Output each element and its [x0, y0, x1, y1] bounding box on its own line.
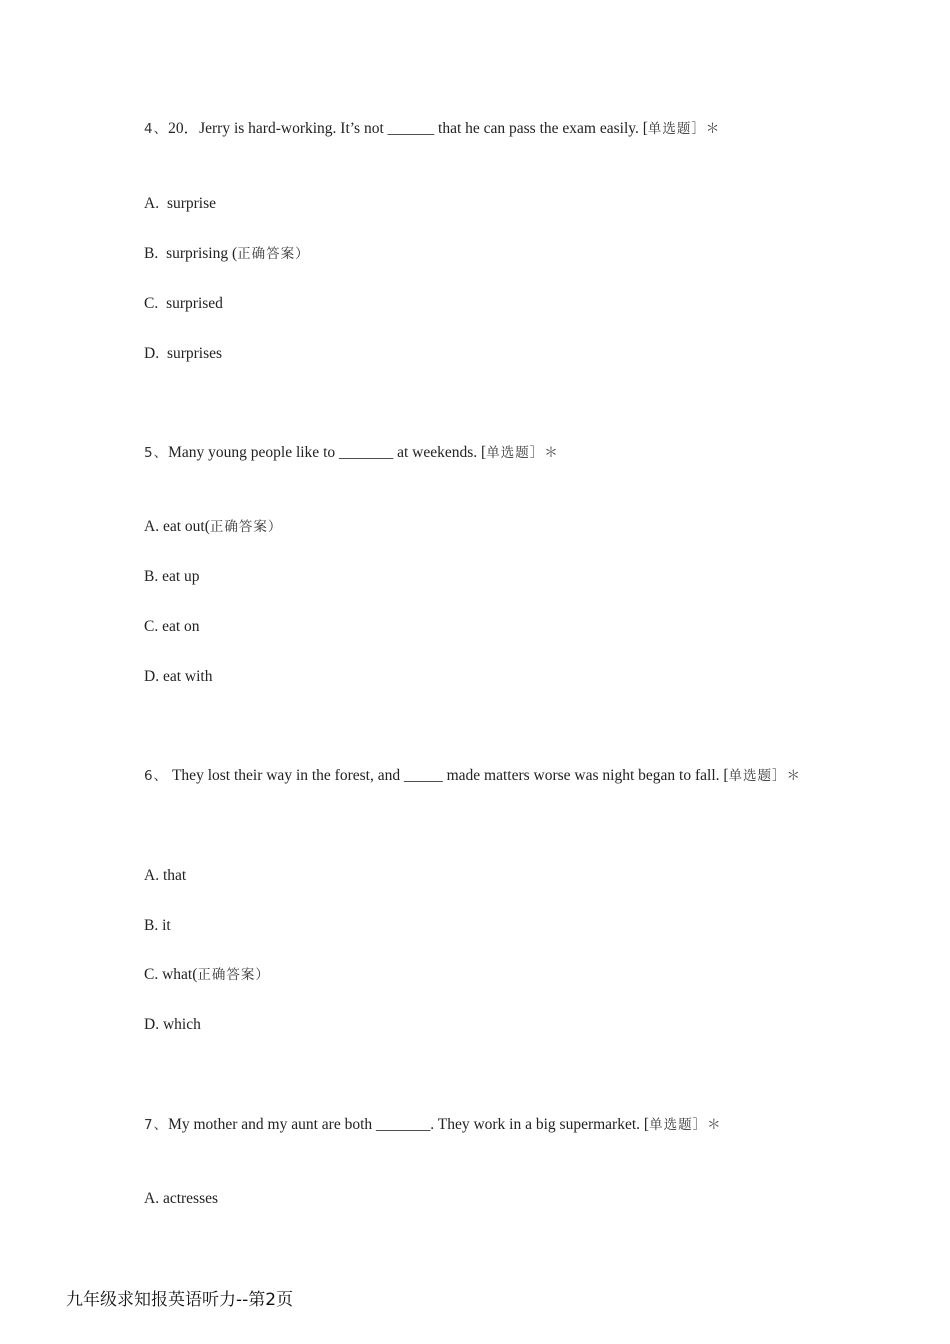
option-b[interactable]: [144, 914, 171, 938]
option-text: eat out(: [162, 518, 210, 535]
option-d[interactable]: [144, 665, 212, 689]
option-c[interactable]: [144, 292, 223, 316]
question-4: [144, 117, 814, 141]
question-text: 20．Jerry is hard-working. It’s not ______ that he can pass the exam easily. [: [168, 120, 648, 137]
option-text: surprise: [166, 195, 217, 212]
correct-answer-tag: 正确答案）: [237, 246, 310, 262]
option-letter: B.: [144, 917, 159, 934]
option-letter: B.: [144, 245, 159, 262]
option-text: which: [162, 1016, 201, 1033]
option-c[interactable]: [144, 963, 270, 987]
option-text: eat with: [162, 668, 213, 685]
question-type-tag: 单选题］＊: [728, 768, 802, 784]
option-b[interactable]: [144, 242, 310, 266]
option-letter: A.: [144, 1190, 160, 1207]
question-number: 4、: [144, 121, 169, 137]
option-a[interactable]: [144, 1187, 218, 1211]
question-type-tag: 单选题］＊: [486, 445, 559, 461]
option-a[interactable]: [144, 864, 186, 888]
option-text: surprising (: [166, 245, 238, 262]
option-letter: B.: [144, 568, 159, 585]
option-letter: A.: [144, 867, 160, 884]
question-number: 5、: [144, 445, 169, 461]
page-footer: 九年级求知报英语听力--第2页: [66, 1290, 294, 1310]
option-letter: D.: [144, 668, 160, 685]
question-6: [144, 764, 814, 788]
option-text: what(: [162, 966, 198, 983]
option-b[interactable]: [144, 565, 200, 589]
option-letter: D.: [144, 345, 160, 362]
question-7: [144, 1113, 814, 1137]
option-text: eat up: [162, 568, 200, 585]
option-c[interactable]: [144, 615, 200, 639]
option-letter: A.: [144, 518, 160, 535]
question-number: 7、: [144, 1117, 169, 1133]
option-text: surprises: [166, 345, 223, 362]
option-text: actresses: [162, 1190, 219, 1207]
question-text: Many young people like to _______ at weekends. [: [168, 444, 487, 461]
option-text: that: [162, 867, 187, 884]
option-d[interactable]: [144, 342, 222, 366]
option-letter: A.: [144, 195, 160, 212]
option-d[interactable]: [144, 1013, 201, 1037]
option-text: it: [162, 917, 171, 934]
option-letter: C.: [144, 966, 159, 983]
question-type-tag: 单选题］＊: [647, 121, 721, 137]
option-text: surprised: [166, 295, 223, 312]
correct-answer-tag: 正确答案）: [197, 967, 270, 983]
option-a[interactable]: [144, 192, 216, 216]
option-text: eat on: [162, 618, 200, 635]
question-type-tag: 单选题］＊: [649, 1117, 722, 1133]
question-number: 6、: [144, 768, 169, 784]
question-5: [144, 441, 814, 465]
option-letter: C.: [144, 618, 159, 635]
question-text: They lost their way in the forest, and _____ made matters worse was night began to fall. [: [168, 767, 729, 784]
option-letter: D.: [144, 1016, 160, 1033]
question-text: My mother and my aunt are both _______. They work in a big supermarket. [: [168, 1116, 650, 1133]
option-a[interactable]: [144, 515, 282, 539]
correct-answer-tag: 正确答案）: [209, 519, 283, 535]
option-letter: C.: [144, 295, 159, 312]
